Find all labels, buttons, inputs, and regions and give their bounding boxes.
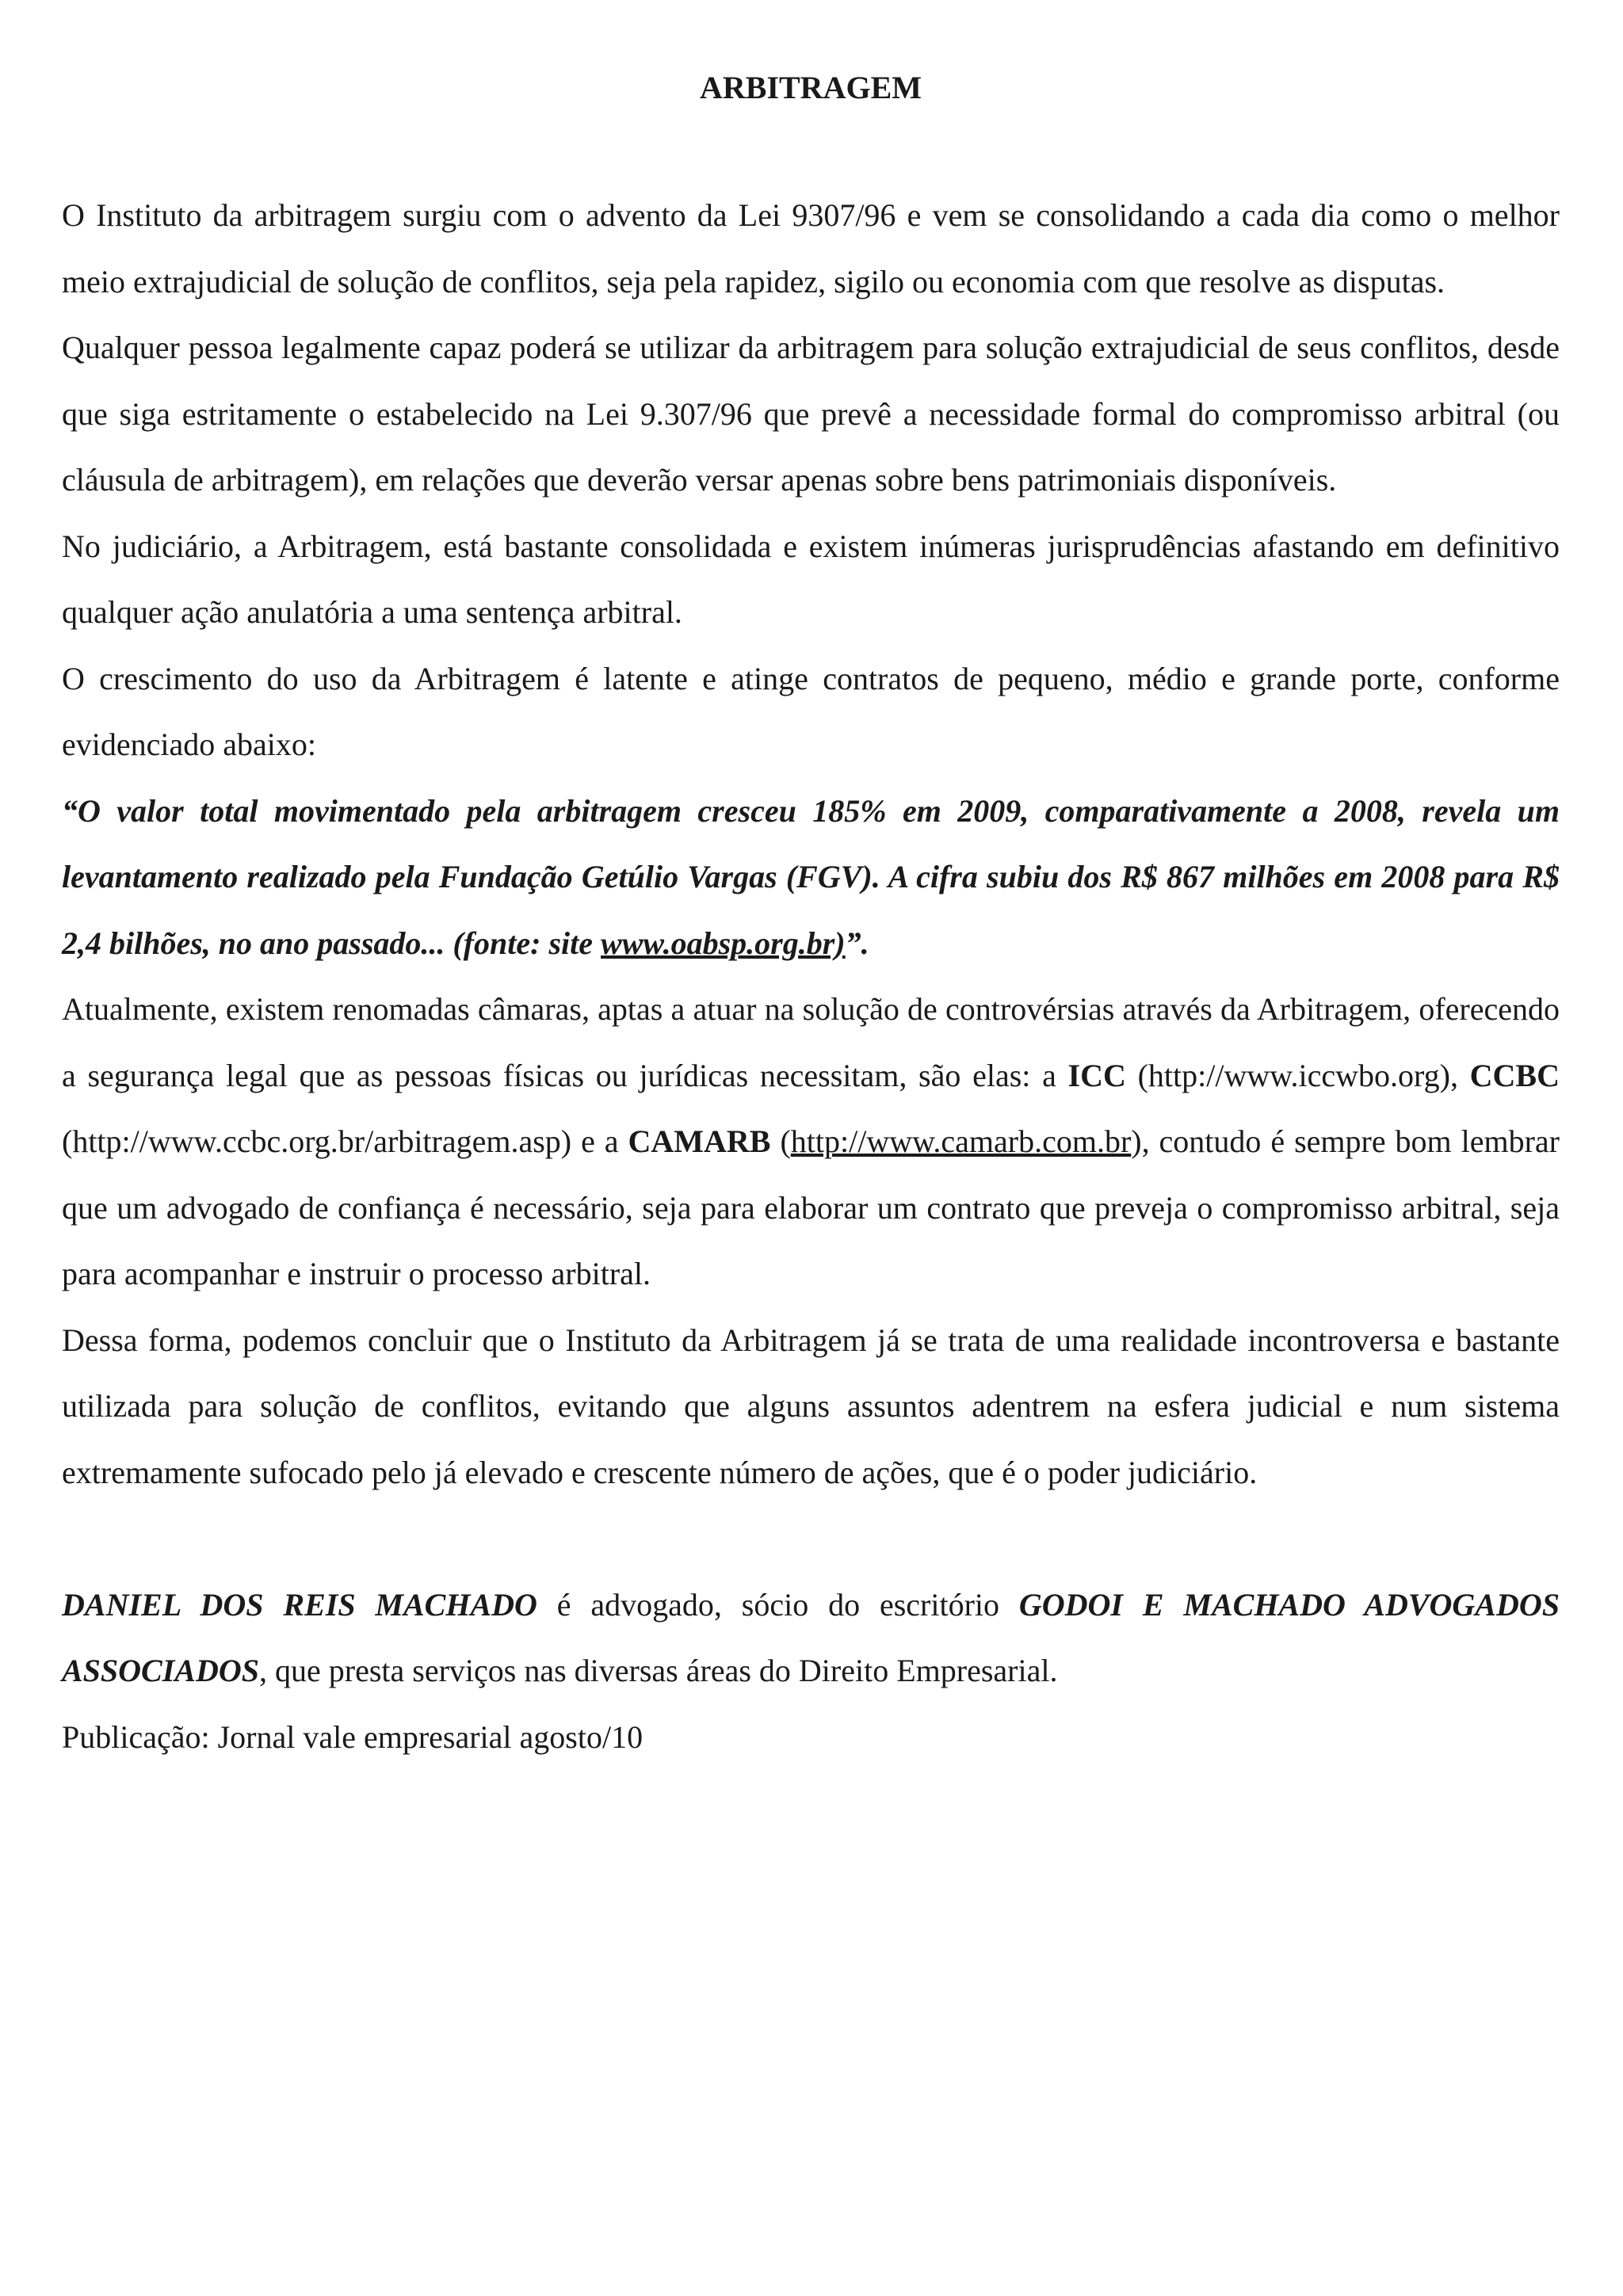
quote-close-mark: ”. — [845, 925, 869, 961]
chamber-icc-name: ICC — [1067, 1057, 1126, 1093]
chamber-camarb-link[interactable]: http://www.camarb.com.br — [790, 1123, 1132, 1159]
author-name: DANIEL DOS REIS MACHADO — [62, 1586, 537, 1623]
document-title: ARBITRAGEM — [699, 70, 922, 105]
paragraph-intro: O Instituto da arbitragem surgiu com o advento da Lei 9307/96 e vem se consolidando a cada dia como o melhor meio extrajudicial de solução de conflitos, seja pela rapidez, sigilo ou economia com que resolve as disputas. — [62, 197, 1560, 299]
paragraph-growth: O crescimento do uso da Arbitragem é latente e atinge contratos de pequeno, médio e grande porte, conforme evidenciado abaixo: — [62, 660, 1560, 762]
publication-line: Publicação: Jornal vale empresarial agosto/10 — [62, 1718, 643, 1755]
chamber-icc-url: (http://www.iccwbo.org), — [1125, 1057, 1470, 1093]
chambers-intro: Atualmente, existem renomadas câmaras, aptas a atuar na solução de controvérsias através da Arbitragem, oferecendo a segurança legal que as pessoas físicas ou jurídicas necessitam, são elas: a — [62, 991, 1560, 1093]
document-page — [62, 57, 1560, 1770]
paragraph-chambers — [62, 976, 1560, 1307]
author-services: , que presta serviços nas diversas áreas do Direito Empresarial. — [259, 1653, 1058, 1688]
chambers-outro: ), contudo é sempre bom lembrar que um advogado de confiança é necessário, seja para elaborar um contrato que preveja o compromisso arbitral, seja para acompanhar e instruir o processo arbitral. — [62, 1123, 1560, 1291]
chamber-camarb-open: ( — [770, 1123, 791, 1159]
paragraph-conclusion: Dessa forma, podemos concluir que o Instituto da Arbitragem já se trata de uma realidade incontroversa e bastante utilizada para solução de conflitos, evitando que alguns assuntos adentrem na esfera judicial e num sistema extremamente sufocado pelo já elevado e crescente número de ações, que é o poder judiciário. — [62, 1322, 1560, 1490]
quote-source-link[interactable]: www.oabsp.org.br) — [601, 925, 846, 961]
quote-text: O valor total movimentado pela arbitragem cresceu 185% em 2009, comparativamente a 2008, revela um levantamento realizado pela Fundação Getúlio Vargas (FGV). A cifra subiu dos R$ 867 milhões em 2008 para R$ 2,4 bilhões, no ano passado... (fonte: site — [62, 792, 1560, 961]
chamber-ccbc-url: (http://www.ccbc.org.br/arbitragem.asp) e a — [62, 1123, 628, 1159]
paragraph-eligibility: Qualquer pessoa legalmente capaz poderá se utilizar da arbitragem para solução extrajudicial de seus conflitos, desde que siga estritamente o estabelecido na Lei 9.307/96 que prevê a necessidade formal do compromisso arbitral (ou cláusula de arbitragem), em relações que deverão versar apenas sobre bens patrimoniais disponíveis. — [62, 330, 1560, 498]
chamber-ccbc-name: CCBC — [1469, 1057, 1560, 1093]
paragraph-judiciary: No judiciário, a Arbitragem, está bastante consolidada e existem inúmeras jurisprudências afastando em definitivo qualquer ação anulatória a uma sentença arbitral. — [62, 528, 1560, 630]
quote-open-mark: “ — [62, 792, 78, 829]
quote-paragraph — [62, 778, 1560, 977]
section-spacer — [62, 1505, 1560, 1572]
author-role: é advogado, sócio do escritório — [537, 1586, 1019, 1623]
chamber-camarb-name: CAMARB — [628, 1123, 771, 1159]
author-firm: GODOI E MACHADO ADVOGADOS ASSOCIADOS — [62, 1586, 1560, 1688]
author-bio — [62, 1572, 1560, 1704]
